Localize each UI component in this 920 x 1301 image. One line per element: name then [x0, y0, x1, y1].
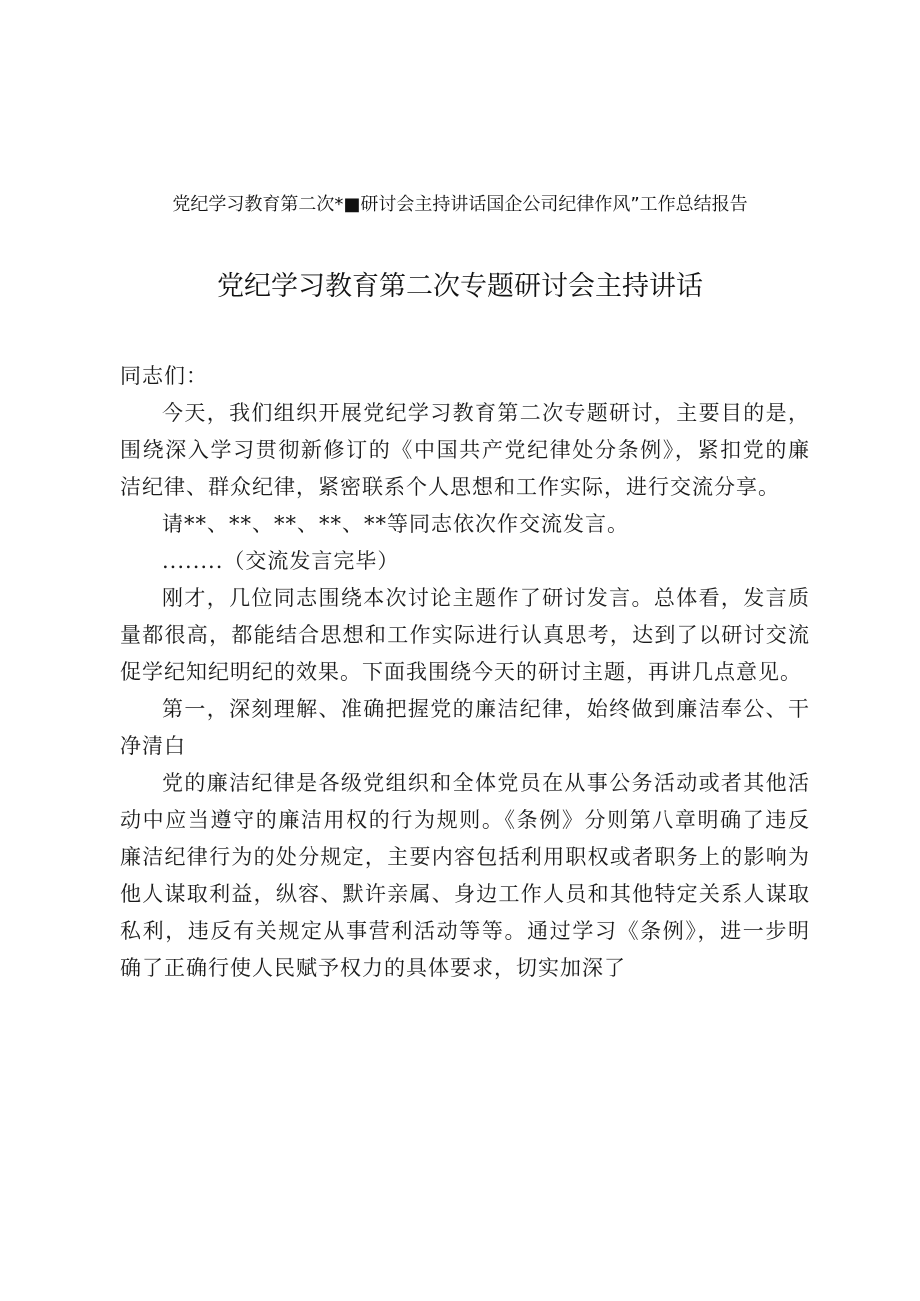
document-body	[120, 358, 810, 987]
page-title: 党纪学习教育第二次专题研讨会主持讲话	[217, 271, 703, 302]
section-heading: 第一，深刻理解、准确把握党的廉洁纪律，始终做到廉洁奉公、干净清白	[120, 697, 810, 758]
paragraph: 今天，我们组织开展党纪学习教育第二次专题研讨，主要目的是，围绕深入学习贯彻新修订的《中国共产党纪律处分条例》，紧扣党的廉洁纪律、群众纪律，紧密联系个人思想和工作实际，进行交流分享。	[120, 401, 810, 499]
paragraph: 党的廉洁纪律是各级党组织和全体党员在从事公务活动或者其他活动中应当遵守的廉洁用权的行为规则。《条例》分则第八章明确了违反廉洁纪律行为的处分规定，主要内容包括利用职权或者职务上的影响为他人谋取利益，纵容、默许亲属、身边工作人员和其他特定关系人谋取私利，违反有关规定从事营利活动等等。通过学习《条例》，进一步明确了正确行使人民赋予权力的具体要求，切实加深了	[120, 771, 810, 980]
paragraph: 请**、**、**、**、**等同志依次作交流发言。	[162, 512, 629, 536]
paragraph: ........（交流发言完毕）	[162, 549, 400, 573]
salutation: 同志们：	[120, 364, 208, 388]
collection-title: 党纪学习教育第二次*■研讨会主持讲话国企公司纪律作风”工作总结报告	[172, 194, 748, 215]
paragraph: 刚才，几位同志围绕本次讨论主题作了研讨发言。总体看，发言质量都很高，都能结合思想和工作实际进行认真思考，达到了以研讨交流促学纪知纪明纪的效果。下面我围绕今天的研讨主题，再讲几点意见。	[120, 586, 810, 684]
